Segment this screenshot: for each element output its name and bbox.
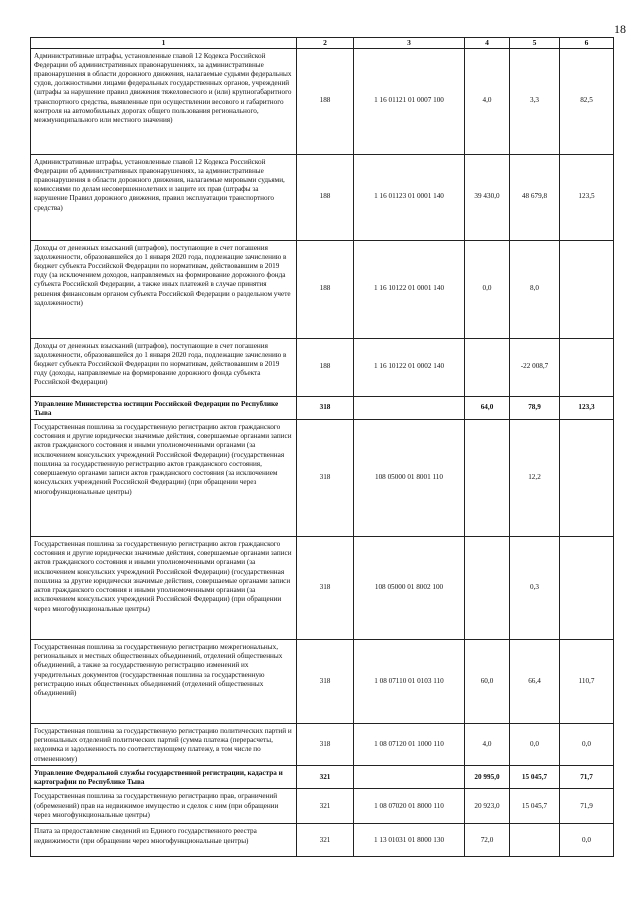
column-number-row [31,38,614,49]
table-row [31,396,614,419]
column-header: 4 [465,38,510,49]
page-number: 18 [614,22,626,36]
planned-amount: 64,0 [465,396,510,419]
actual-amount: 66,4 [510,640,560,724]
admin-code: 318 [297,396,354,419]
table-row [31,338,614,396]
execution-percent [560,240,614,338]
budget-code: 108 05000 01 8001 110 [354,420,465,537]
row-description: Управление Федеральной службы государственной регистрации, кадастра и картографии по Республике Тыва [31,765,297,788]
planned-amount [465,537,510,640]
table-row [31,537,614,640]
planned-amount: 20 995,0 [465,765,510,788]
execution-percent: 0,0 [560,824,614,857]
revenue-table [30,37,614,857]
table-row [31,824,614,857]
admin-code: 318 [297,420,354,537]
admin-code: 321 [297,824,354,857]
row-description: Государственная пошлина за государственную регистрацию прав, ограничений (обременений) прав на недвижимое имущество и сделок с ним (при обращении через многофункциональные центры) [31,789,297,824]
actual-amount: 15 045,7 [510,789,560,824]
actual-amount: -22 008,7 [510,338,560,396]
execution-percent: 123,3 [560,396,614,419]
planned-amount [465,338,510,396]
table-row [31,765,614,788]
execution-percent: 0,0 [560,724,614,766]
table-row [31,724,614,766]
execution-percent: 110,7 [560,640,614,724]
execution-percent [560,338,614,396]
column-header: 3 [354,38,465,49]
table-row [31,154,614,240]
planned-amount: 4,0 [465,48,510,154]
admin-code: 188 [297,338,354,396]
execution-percent: 71,7 [560,765,614,788]
actual-amount: 12,2 [510,420,560,537]
budget-code: 1 08 07020 01 8000 110 [354,789,465,824]
column-header: 5 [510,38,560,49]
planned-amount [465,420,510,537]
planned-amount: 39 430,0 [465,154,510,240]
row-description: Доходы от денежных взысканий (штрафов), поступающие в счет погашения задолженности, образовавшейся до 1 января 2020 года, подлежащие зачислению в бюджет субъекта Российской Федерации по нормативам, действовавшим в 2019 году (доходы, направляемые на формирование дорожного фонда субъекта Российской Федерации) [31,338,297,396]
admin-code: 318 [297,724,354,766]
row-description: Государственная пошлина за государственную регистрацию межрегиональных, региональных и местных общественных объединений, отделений общественных объединений, а также за государственную регистрацию изменений их учредительных документов (государственная пошлина за государственную регистрацию иных общественных объединений (отделений общественных объединений) [31,640,297,724]
admin-code: 188 [297,154,354,240]
actual-amount [510,824,560,857]
row-description: Государственная пошлина за государственную регистрацию актов гражданского состояния и другие юридически значимые действия, совершаемые органами записи актов гражданского состояния и иными уполномоченными органами (за исключением консульских учреждений Российской Федерации) (государственная пошлина за другие юридически значимые действия, совершаемые органами записи актов гражданского состояния и иными уполномоченными органами (за исключением консульских учреждений Российской Федерации) (при обращении через многофункциональные центры) [31,537,297,640]
actual-amount: 78,9 [510,396,560,419]
actual-amount: 0,0 [510,724,560,766]
admin-code: 188 [297,240,354,338]
budget-code: 1 16 10122 01 0001 140 [354,240,465,338]
table-row [31,48,614,154]
budget-code: 1 13 01031 01 8000 130 [354,824,465,857]
row-description: Административные штрафы, установленные главой 12 Кодекса Российской Федерации об административных правонарушениях, за административные правонарушения в области дорожного движения, налагаемые судьями федеральных судов, должностными лицами федеральных государственных органов, учреждений (штрафы за нарушение правил движения тяжеловесного и (или) крупногабаритного транспортного средства, выявленные при осуществлении весового и габаритного контроля на автомобильных дорогах общего пользования регионального, межмуниципального или местного значения) [31,48,297,154]
budget-code: 1 08 07110 01 0103 110 [354,640,465,724]
row-description: Доходы от денежных взысканий (штрафов), поступающие в счет погашения задолженности, образовавшейся до 1 января 2020 года, подлежащие зачислению в бюджет субъекта Российской Федерации по нормативам, действовавшим в 2019 году (за исключением доходов, направляемых на формирование дорожного фонда субъекта Российской Федерации, а также иных платежей в случае принятия решения финансовым органом субъекта Российской Федерации о раздельном учете задолженности) [31,240,297,338]
row-description: Управление Министерства юстиции Российской Федерации по Республике Тыва [31,396,297,419]
execution-percent: 71,9 [560,789,614,824]
execution-percent: 82,5 [560,48,614,154]
planned-amount: 72,0 [465,824,510,857]
admin-code: 321 [297,789,354,824]
planned-amount: 4,0 [465,724,510,766]
planned-amount: 20 923,0 [465,789,510,824]
actual-amount: 8,0 [510,240,560,338]
row-description: Государственная пошлина за государственную регистрацию политических партий и региональных отделений политических партий (сумма платежа (перерасчеты, недоимка и задолженность по соответствующему платежу, в том числе по отмененному) [31,724,297,766]
table-row [31,789,614,824]
table-row [31,640,614,724]
column-header: 6 [560,38,614,49]
admin-code: 188 [297,48,354,154]
table-row [31,240,614,338]
admin-code: 321 [297,765,354,788]
table-row [31,420,614,537]
row-description: Административные штрафы, установленные главой 12 Кодекса Российской Федерации об административных правонарушениях, за административные правонарушения в области дорожного движения, налагаемые мировыми судьями, комиссиями по делам несовершеннолетних и защите их прав (штрафы за нарушение Правил дорожного движения, правил эксплуатации транспортного средства) [31,154,297,240]
budget-code: 1 16 01121 01 0007 100 [354,48,465,154]
actual-amount: 0,3 [510,537,560,640]
row-description: Плата за предоставление сведений из Единого государственного реестра недвижимости (при обращении через многофункциональные центры) [31,824,297,857]
column-header: 1 [31,38,297,49]
admin-code: 318 [297,640,354,724]
column-header: 2 [297,38,354,49]
planned-amount: 60,0 [465,640,510,724]
budget-code: 1 16 10122 01 0002 140 [354,338,465,396]
execution-percent: 123,5 [560,154,614,240]
admin-code: 318 [297,537,354,640]
budget-code [354,765,465,788]
planned-amount: 0,0 [465,240,510,338]
row-description: Государственная пошлина за государственную регистрацию актов гражданского состояния и другие юридически значимые действия, совершаемые органами записи актов гражданского состояния и иными уполномоченными органами (за исключением консульских учреждений Российской Федерации) (государственная пошлина за государственную регистрацию актов гражданского состояния, совершаемую органами записи актов гражданского состояния (за исключением консульских учреждений Российской Федерации) (при обращении через многофункциональные центры) [31,420,297,537]
actual-amount: 3,3 [510,48,560,154]
actual-amount: 48 679,8 [510,154,560,240]
budget-code: 1 08 07120 01 1000 110 [354,724,465,766]
budget-code [354,396,465,419]
execution-percent [560,537,614,640]
execution-percent [560,420,614,537]
budget-code: 108 05000 01 8002 100 [354,537,465,640]
budget-code: 1 16 01123 01 0001 140 [354,154,465,240]
actual-amount: 15 045,7 [510,765,560,788]
